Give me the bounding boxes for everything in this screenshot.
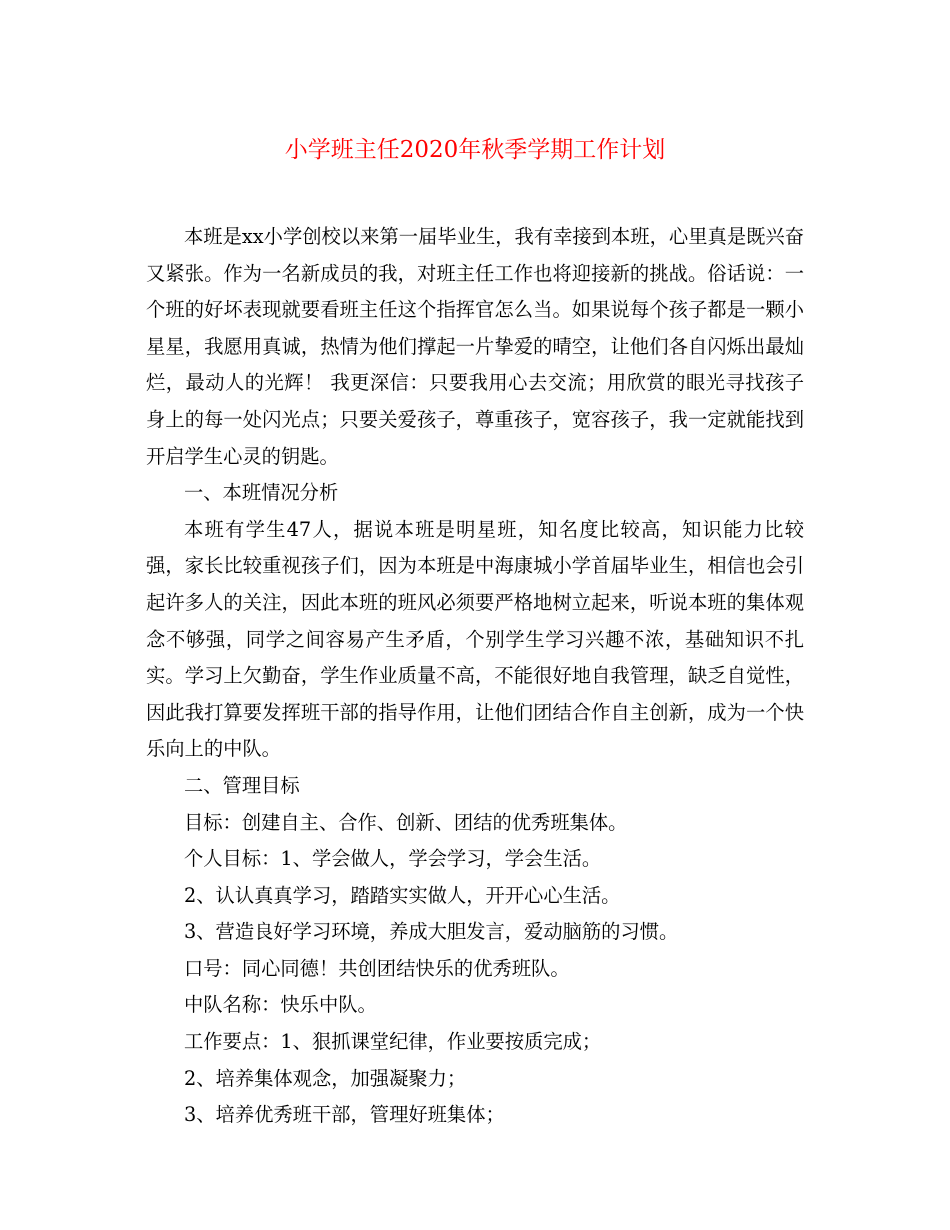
work-point-item-2: 2、培养集体观念，加强凝聚力； <box>184 1066 467 1090</box>
document-title: 小学班主任2020年秋季学期工作计划 <box>284 137 666 163</box>
personal-goal-line: 个人目标：1、学会做人，学会学习，学会生活。 <box>184 847 602 871</box>
personal-goal-item-3: 3、营造良好学习环境，养成大胆发言，爱动脑筋的习惯。 <box>184 920 679 944</box>
work-point-item-3: 3、培养优秀班干部，管理好班集体； <box>184 1103 505 1127</box>
intro-paragraph: 本班是xx小学创校以来第一届毕业生，我有幸接到本班，心里真是既兴奋又紧张。作为一名新成员的我，对班主任工作也将迎接新的挑战。俗话说：一个班的好坏表现就要看班主任这个指挥官怎么当。如果说每个孩子都是一颗小星星，我愿用真诚，热情为他们撑起一片挚爱的晴空，让他们各自闪烁出最灿烂，最动人的光辉！ 我更深信：只要我用心去交流；用欣赏的眼光寻找孩子身上的每一处闪光点；只要关爱孩子，尊重孩子，宽容孩子，我一定就能找到开启学生心灵的钥匙。 <box>146 225 804 468</box>
personal-goal-item-2: 2、认认真真学习，踏踏实实做人，开开心心生活。 <box>184 883 621 907</box>
document-body <box>146 219 804 1134</box>
squad-name-line: 中队名称：快乐中队。 <box>184 993 377 1017</box>
goal-line: 目标：创建自主、合作、创新、团结的优秀班集体。 <box>184 810 628 834</box>
slogan-line: 口号：同心同德！共创团结快乐的优秀班队。 <box>184 956 570 980</box>
section-heading-management-goals: 二、管理目标 <box>184 773 300 797</box>
work-points-line: 工作要点：1、狠抓课堂纪律，作业要按质完成； <box>184 1030 602 1054</box>
class-analysis-paragraph: 本班有学生47人，据说本班是明星班，知名度比较高，知识能力比较强，家长比较重视孩子们，因为本班是中海康城小学首届毕业生，相信也会引起许多人的关注，因此本班的班风必须要严格地树立起来，听说本班的集体观念不够强，同学之间容易产生矛盾，个别学生学习兴趣不浓，基础知识不扎实。学习上欠勤奋，学生作业质量不高，不能很好地自我管理，缺乏自觉性，因此我打算要发挥班干部的指导作用，让他们团结合作自主创新，成为一个快乐向上的中队。 <box>146 517 804 761</box>
section-heading-class-analysis: 一、本班情况分析 <box>184 481 339 505</box>
